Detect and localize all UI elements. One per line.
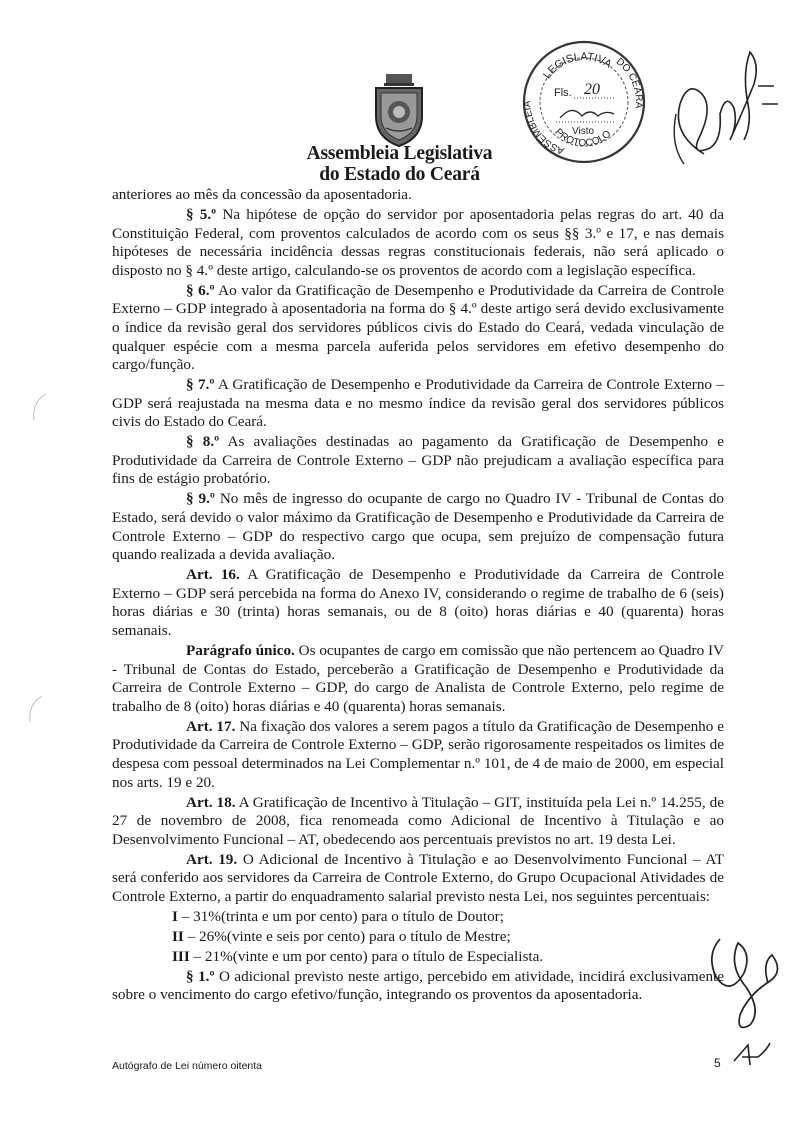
section-number: § 7.º: [186, 376, 215, 394]
paragraph-5: [112, 206, 724, 280]
stamp-right-text: DO CEARÁ: [613, 56, 644, 109]
margin-mark-upper: [28, 392, 48, 422]
article-18: [112, 794, 724, 850]
footer-caption: Autógrafo de Lei número oitenta: [112, 1060, 263, 1072]
paragraph-text: No mês de ingresso do ocupante de cargo no Quadro IV - Tribunal de Contas do Estado, será devido o valor máximo da Gratificação de Desempenho e Produtividade da Carreira de Controle Externo – GDP do respectivo cargo que ocupa, sem prejuízo de compensação futura quando realizada a devida avaliação.: [112, 490, 725, 564]
handwritten-initials-footer: [728, 1035, 773, 1075]
handwritten-signature-bottom: [700, 925, 790, 1035]
protocol-stamp: [520, 38, 648, 166]
article-text: O Adicional de Incentivo à Titulação e ao Desenvolvimento Funcional – AT será conferido aos servidores da Carreira de Controle Externo, do Grupo Ocupacional Atividades de Controle Externo, a partir do enquadramento salarial previsto nesta Lei, nos seguintes percentuais:: [112, 850, 724, 905]
item-number: I: [172, 907, 178, 925]
item-text: – 26%(vinte e seis por cento) para o título de Mestre;: [183, 927, 511, 945]
section-number: § 9.º: [186, 490, 215, 508]
page-number: 5: [714, 1056, 721, 1070]
paragraph-text: As avaliações destinadas ao pagamento da Gratificação de Desempenho e Produtividade da Carreira de Controle Externo – GDP não prejudicam a avaliação específica para fins de estágio probatório.: [112, 433, 724, 488]
article-text: A Gratificação de Incentivo à Titulação – GIT, instituída pela Lei n.º 14.255, de 27 de novembro de 2008, fica renomeada como Adicional de Incentivo à Titulação e ao Desenvolvimento Funcional – AT, obedecendo aos percentuais previstos no art. 19 desta Lei.: [112, 793, 724, 848]
stamp-fls-label: Fls.: [554, 87, 572, 99]
item-text: – 31%(trinta e um por cento) para o título de Doutor;: [177, 907, 504, 925]
list-item-mestre: [112, 928, 724, 947]
article-text: A Gratificação de Desempenho e Produtividade da Carreira de Controle Externo – GDP será percebida na forma do Anexo IV, considerando o regime de trabalho de 6 (seis) horas diárias e 30 (trinta) horas semanais, ou de 8 (oito) horas diárias e 40 (quarenta) horas semanais.: [112, 566, 724, 639]
paragraph-continuation: anteriores ao mês da concessão da aposentadoria.: [112, 186, 412, 203]
handwritten-signature-top: [662, 44, 792, 194]
paragraph-text: O adicional previsto neste artigo, percebido em atividade, incidirá exclusivamente sobre o vencimento do cargo efetivo/função, integrando os proventos da aposentadoria.: [112, 967, 724, 1004]
article-number: Art. 18.: [186, 793, 236, 811]
article-number: Art. 19.: [186, 850, 238, 868]
paragraph-8: [112, 433, 724, 489]
item-number: III: [172, 947, 190, 965]
list-item-especialista: [112, 948, 724, 967]
article-text: Os ocupantes de cargo em comissão que não pertencem ao Quadro IV - Tribunal de Contas do Estado, perceberão a Gratificação de Desempenho e Produtividade da Carreira de Controle Externo – GDP, do cargo de Analista de Controle Externo, pelo regime de trabalho de 8 (oito) horas diárias e 40 (quarenta) horas semanais.: [112, 641, 724, 715]
article-16: [112, 566, 724, 640]
margin-mark-lower: [24, 694, 44, 724]
article-17: [112, 718, 724, 792]
stamp-visto-label: Visto: [572, 126, 595, 137]
stamp-top-text: LEGISLATIVA: [541, 50, 614, 82]
org-name-line2: do Estado do Ceará: [319, 164, 480, 185]
stamp-left-text: ASSEMBLEIA: [522, 100, 566, 157]
item-text: – 21%(vinte e um por cento) para o título de Especialista.: [189, 947, 544, 965]
article-19: [112, 851, 724, 907]
paragraph-text: Na hipótese de opção do servidor por aposentadoria pelas regras do art. 40 da Constituição Federal, com proventos calculados de acordo com os seus §§ 3.º e 17, e nas demais hipóteses de necessária incidência dessas regras constitucionais federais, não será aplicado o disposto no § 4.º deste artigo, calculando-se os proventos de acordo com a legislação específica.: [112, 205, 725, 279]
paragraph-1-art19: [112, 968, 724, 1005]
paragraph-text: Ao valor da Gratificação de Desempenho e Produtividade da Carreira de Controle Externo – GDP integrado à aposentadoria na forma do § 4.º deste artigo será devido exclusivamente o índice da revisão geral dos servidores públicos civis do Estado do Ceará, vedada vinculação de qualquer espécie com a mesma parcela auferida pelos servidores em efetivo desempenho do cargo/função.: [112, 281, 724, 374]
section-number: § 6.º: [186, 281, 215, 299]
stamp-bottom-text: PROTOCOLO: [552, 126, 614, 150]
section-number: § 1.º: [186, 967, 215, 985]
article-number: Art. 16.: [186, 566, 240, 584]
stamp-fls-value: 20: [584, 81, 600, 98]
item-number: II: [172, 927, 184, 945]
section-number: § 5.º: [186, 205, 217, 223]
paragraph-text: A Gratificação de Desempenho e Produtividade da Carreira de Controle Externo – GDP será reajustada na mesma data e no mesmo índice da revisão geral dos servidores públicos civis do Estado do Ceará.: [112, 376, 724, 431]
org-name-line1: Assembleia Legislativa: [306, 143, 493, 164]
section-number: § 8.º: [186, 433, 220, 451]
sole-paragraph: [112, 642, 724, 716]
paragraph-6: [112, 282, 724, 375]
article-text: Na fixação dos valores a serem pagos a título da Gratificação de Desempenho e Produtividade da Carreira de Controle Externo – GDP, serão rigorosamente respeitados os limites de despesa com pessoal determinados na Lei Complementar n.º 101, de 4 de maio de 2000, em especial nos arts. 19 e 20.: [112, 717, 724, 791]
paragraph-9: [112, 490, 724, 564]
article-number: Parágrafo único.: [186, 641, 295, 659]
list-item-doutor: [112, 908, 724, 927]
article-number: Art. 17.: [186, 717, 236, 735]
stamp-initials-signature: [560, 110, 614, 118]
document-body: [112, 186, 724, 1006]
paragraph-7: [112, 376, 724, 432]
coat-of-arms-emblem: [370, 72, 428, 148]
